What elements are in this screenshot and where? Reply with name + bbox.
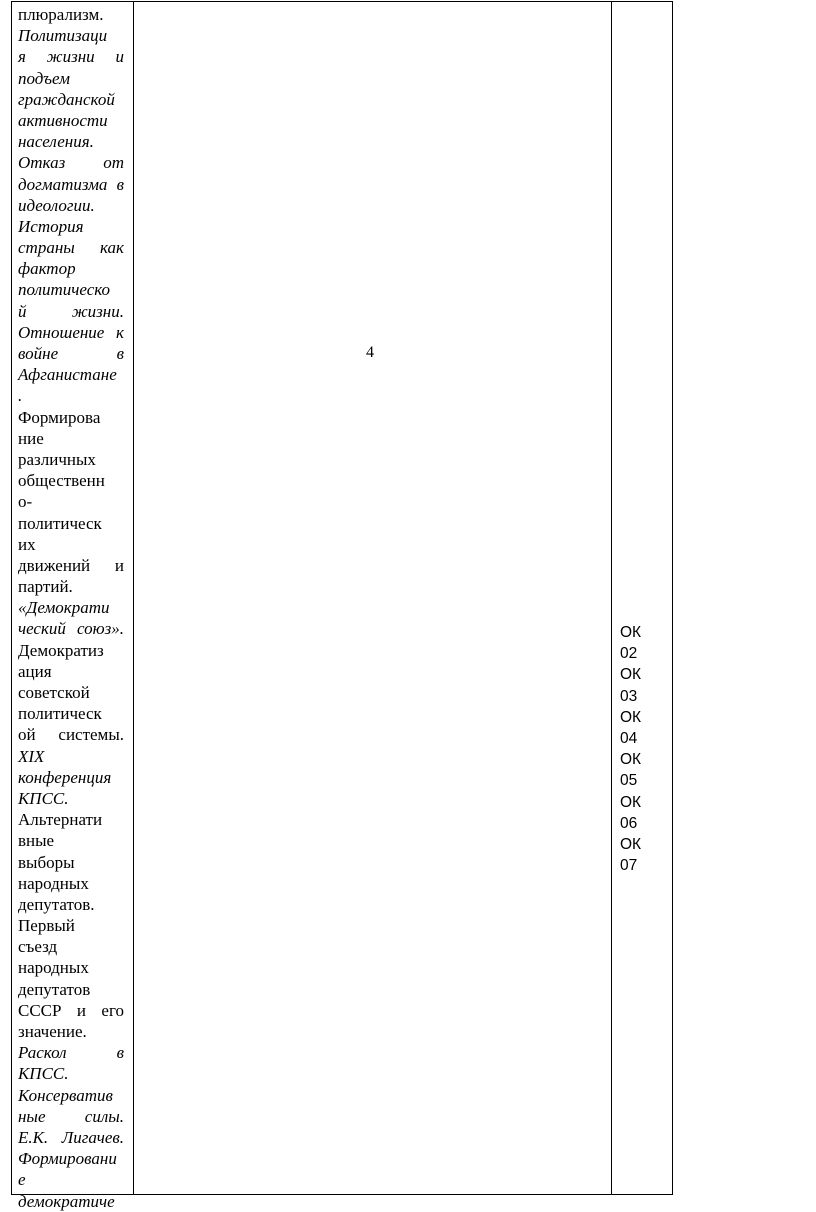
- topic-content-cell: [18, 4, 124, 1212]
- topic-text-line: Демократиз: [18, 640, 104, 660]
- topic-text-line: КПСС.: [18, 1064, 69, 1084]
- topic-text-line: Политизаци: [18, 26, 108, 46]
- topic-text-line: Афганистане: [18, 365, 117, 385]
- topic-text-line: о-: [18, 492, 33, 512]
- competency-code-line: ОК: [620, 708, 642, 726]
- competency-code-line: 06: [620, 814, 638, 832]
- competency-code-line: ОК: [620, 835, 642, 853]
- topic-text-line: XIX: [18, 746, 45, 766]
- topic-text-line: СССР и его: [18, 1000, 124, 1020]
- topic-text-line: й жизни.: [18, 301, 124, 321]
- competency-code-line: ОК: [620, 751, 642, 769]
- competency-code-line: 03: [620, 687, 638, 705]
- competency-code-line: 05: [620, 772, 638, 790]
- competency-code-line: 02: [620, 645, 638, 663]
- competency-codes-cell: [620, 622, 670, 876]
- topic-text-line: Е.К. Лигачев.: [18, 1127, 124, 1147]
- topic-text-line: политическ: [18, 704, 102, 724]
- competency-code-line: ОК: [620, 624, 642, 641]
- column-divider-2: [611, 2, 612, 1194]
- competency-code-line: 07: [620, 857, 638, 875]
- topic-text-line: ой системы.: [18, 725, 124, 745]
- topic-text-line: плюрализм.: [18, 5, 104, 24]
- competency-code-line: 04: [620, 729, 638, 747]
- topic-text-line: населения.: [18, 132, 94, 152]
- topic-text-line: подъем: [18, 68, 70, 88]
- topic-text-line: политическо: [18, 280, 111, 300]
- topic-text-line: их: [18, 534, 36, 554]
- competency-code-line: ОК: [620, 666, 642, 684]
- topic-text-line: политическ: [18, 513, 102, 533]
- topic-text-line: догматизма в: [18, 174, 124, 194]
- topic-text-line: общественн: [18, 471, 105, 491]
- topic-text-line: ация: [18, 661, 52, 681]
- topic-text-line: страны как: [18, 238, 124, 258]
- topic-text-line: «Демократи: [18, 598, 110, 618]
- topic-text-line: народных: [18, 958, 89, 978]
- topic-text-line: фактор: [18, 259, 76, 279]
- document-table: [11, 1, 673, 1211]
- topic-text-line: различных: [18, 449, 96, 469]
- competency-code-line: ОК: [620, 793, 642, 811]
- topic-text-line: демократиче: [18, 1191, 115, 1211]
- topic-text-line: е: [18, 1170, 26, 1190]
- topic-text-line: Отношение к: [18, 322, 124, 342]
- topic-text-line: выборы: [18, 852, 75, 872]
- topic-text-line: Отказ от: [18, 153, 124, 173]
- topic-text-line: войне в: [18, 344, 124, 363]
- topic-text-line: .: [18, 386, 23, 406]
- topic-text-line: Первый: [18, 916, 75, 936]
- topic-text-line: гражданской: [18, 89, 115, 109]
- topic-text-line: партий.: [18, 577, 73, 597]
- topic-text-line: История: [18, 216, 84, 236]
- topic-text-line: советской: [18, 683, 90, 702]
- topic-text-line: значение.: [18, 1022, 87, 1041]
- topic-text-line: Консерватив: [18, 1085, 113, 1105]
- topic-text-line: Альтернати: [18, 810, 103, 830]
- topic-text-line: народных: [18, 873, 89, 893]
- topic-text-line: ние: [18, 428, 44, 448]
- topic-text-line: конференция: [18, 767, 112, 787]
- topic-text-line: ные силы.: [18, 1106, 124, 1126]
- topic-text-line: ческий союз».: [18, 619, 124, 639]
- topic-text-line: Формирова: [18, 407, 101, 427]
- topic-text-line: я жизни и: [18, 47, 124, 67]
- topic-text-line: КПСС.: [18, 788, 69, 808]
- column-divider-1: [133, 2, 134, 1194]
- topic-text-line: депутатов.: [18, 894, 95, 914]
- topic-text-line: съезд: [18, 937, 58, 957]
- topic-text-line: депутатов: [18, 979, 91, 999]
- topic-text-line: идеологии.: [18, 195, 95, 215]
- topic-text-line: Формировани: [18, 1149, 117, 1169]
- topic-text-line: Раскол в: [18, 1043, 124, 1063]
- topic-text-line: движений и: [18, 555, 124, 575]
- hours-value: 4: [366, 344, 374, 361]
- topic-text-line: активности: [18, 110, 108, 130]
- topic-text-line: вные: [18, 831, 55, 851]
